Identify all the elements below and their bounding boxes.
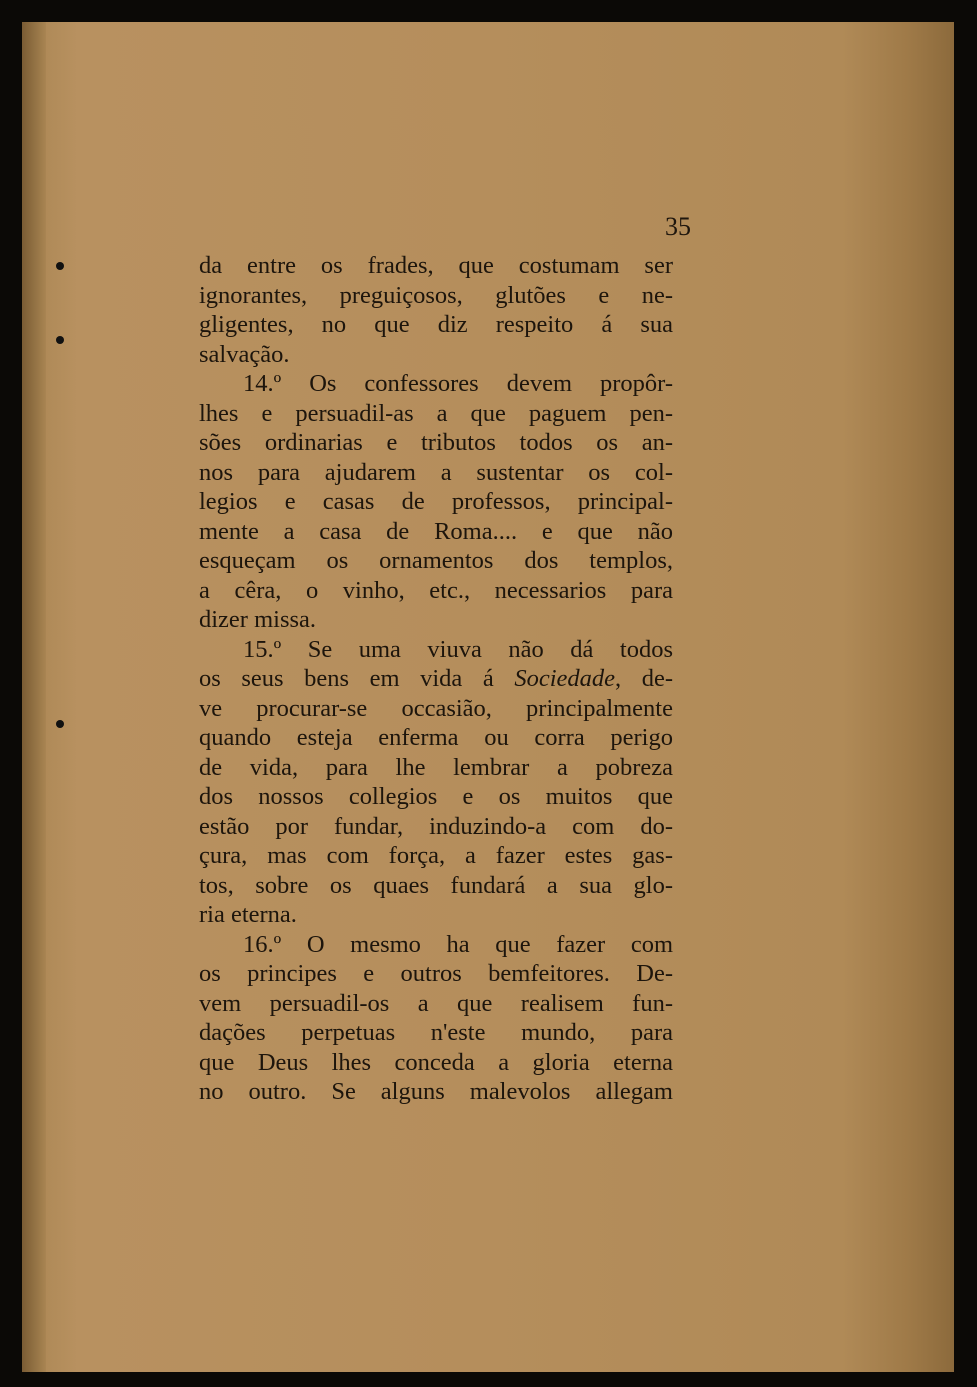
text-line: no outro. Se alguns malevolos allegam	[199, 1078, 673, 1105]
text-line: a cêra, o vinho, etc., necessarios para	[199, 576, 673, 604]
binding-hole-mark	[56, 336, 64, 344]
text-line: esqueçam os ornamentos dos templos,	[199, 547, 673, 574]
text-line: tos, sobre os quaes fundará a sua glo-	[199, 871, 673, 899]
text-line: salvação.	[199, 340, 290, 368]
body-text	[199, 251, 673, 1107]
binding-hole-mark	[56, 262, 64, 270]
text-line: dos nossos collegios e os muitos que	[199, 783, 673, 810]
text-line: dações perpetuas n'este mundo, para	[199, 1019, 673, 1046]
page-number: 35	[665, 212, 691, 241]
text-line: sões ordinarias e tributos todos os an-	[199, 429, 673, 456]
text-line: mente a casa de Roma.... e que não	[199, 517, 673, 545]
text-line: quando esteja enferma ou corra perigo	[199, 724, 673, 751]
text-line	[199, 664, 673, 694]
text-line: çura, mas com força, a fazer estes gas-	[199, 842, 673, 869]
text-line: estão por fundar, induzindo-a com do-	[199, 812, 673, 840]
text-line: gligentes, no que diz respeito á sua	[199, 311, 673, 338]
text-line: de vida, para lhe lembrar a pobreza	[199, 753, 673, 781]
text-line: ignorantes, preguiçosos, glutões e ne-	[199, 281, 673, 309]
text-line: dizer missa.	[199, 606, 317, 633]
paragraph-start-14: 14.º Os confessores devem propôr-	[243, 370, 673, 397]
text-line: lhes e persuadil-as a que paguem pen-	[199, 399, 673, 427]
italic-term: Sociedade	[514, 665, 616, 692]
text-line: ve procurar-se occasião, principalmente	[199, 694, 673, 722]
paragraph-start-15: 15.º Se uma viuva não dá todos	[243, 635, 673, 663]
text-segment: os seus bens em vida á	[199, 665, 515, 692]
binding-hole-mark	[56, 720, 64, 728]
text-line: da entre os frades, que costumam ser	[199, 252, 673, 279]
text-line: que Deus lhes conceda a gloria eterna	[199, 1048, 673, 1076]
text-line: os principes e outros bemfeitores. De-	[199, 960, 673, 987]
text-line: ria eterna.	[199, 901, 297, 928]
paragraph-start-16: 16.º O mesmo ha que fazer com	[243, 930, 673, 958]
text-line: nos para ajudarem a sustentar os col-	[199, 458, 673, 486]
text-line: legios e casas de professos, principal-	[199, 488, 673, 515]
text-segment: , de-	[615, 665, 673, 692]
text-line: vem persuadil-os a que realisem fun-	[199, 989, 673, 1017]
